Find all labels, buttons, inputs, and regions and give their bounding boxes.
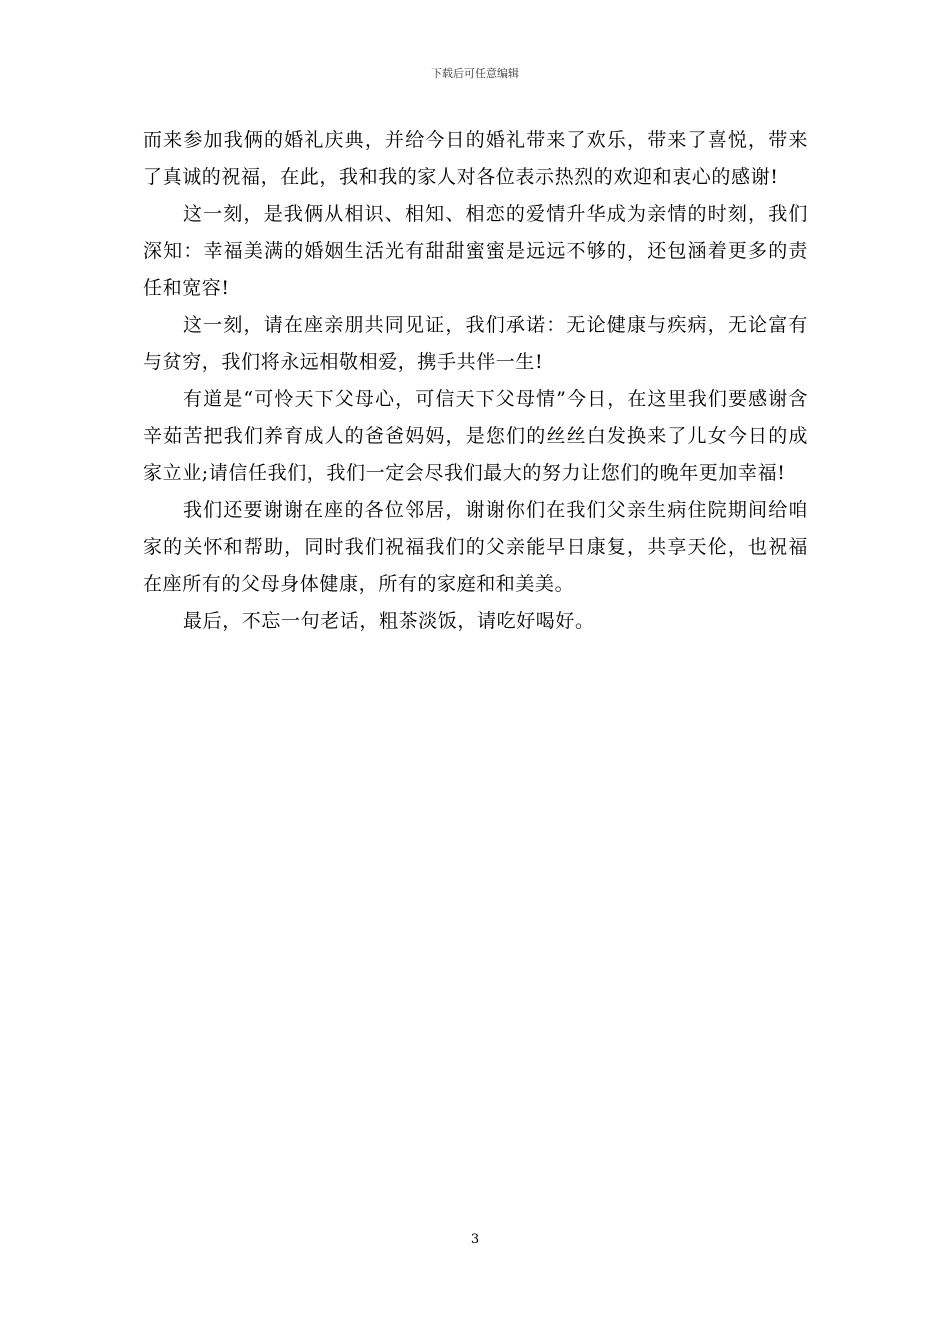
paragraph-continuation: 而来参加我俩的婚礼庆典，并给今日的婚礼带来了欢乐，带来了喜悦，带来了真诚的祝福，在此，我和我的家人对各位表示热烈的欢迎和衷心的感谢! xyxy=(143,129,808,188)
paragraph: 这一刻，是我俩从相识、相知、相恋的爱情升华成为亲情的时刻，我们深知：幸福美满的婚姻生活光有甜甜蜜蜜是远远不够的，还包涵着更多的责任和宽容! xyxy=(143,203,808,299)
page-number: 3 xyxy=(470,1232,480,1247)
paragraph: 有道是“可怜天下父母心，可信天下父母情”今日，在这里我们要感谢含辛茹苦把我们养育成人的爸爸妈妈，是您们的丝丝白发换来了儿女今日的成家立业;请信任我们，我们一定会尽我们最大的努力让您们的晚年更加幸福! xyxy=(143,388,808,484)
paragraph: 最后，不忘一句老话，粗茶淡饭，请吃好喝好。 xyxy=(183,610,595,632)
document-body xyxy=(143,122,808,640)
paragraph: 这一刻，请在座亲朋共同见证，我们承诺：无论健康与疾病，无论富有与贫穷，我们将永远相敬相爱，携手共伴一生! xyxy=(143,314,808,373)
page-header: 下载后可任意编辑 xyxy=(431,67,519,80)
paragraph: 我们还要谢谢在座的各位邻居，谢谢你们在我们父亲生病住院期间给咱家的关怀和帮助，同时我们祝福我们的父亲能早日康复，共享天伦，也祝福在座所有的父母身体健康，所有的家庭和和美美。 xyxy=(143,499,808,595)
